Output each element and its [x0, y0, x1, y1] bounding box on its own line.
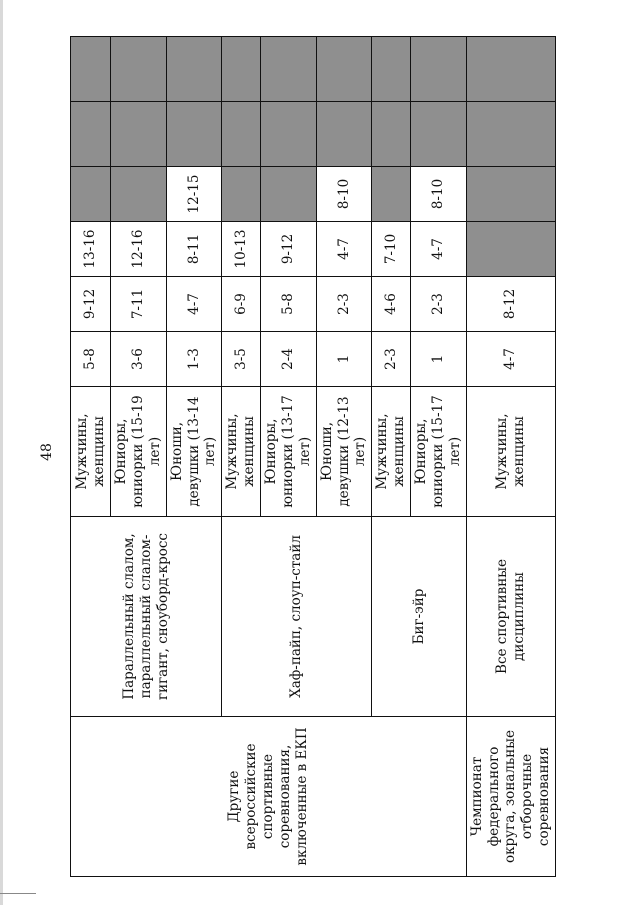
- value-cell: 5-8: [261, 277, 317, 332]
- group-cell: Мужчины, женщины: [71, 387, 111, 517]
- value-cell: 2-3: [411, 277, 467, 332]
- shaded-cell: [261, 167, 317, 222]
- value-cell: 4-7: [411, 222, 467, 277]
- shaded-cell: [111, 167, 167, 222]
- shaded-cell: [372, 102, 411, 167]
- value-cell: 4-7: [166, 277, 222, 332]
- shaded-cell: [411, 37, 467, 102]
- value-cell: 4-6: [372, 277, 411, 332]
- shaded-cell: [222, 37, 261, 102]
- group-cell: Юниоры, юниорки (15-19 лет): [111, 387, 167, 517]
- shaded-cell: [261, 102, 317, 167]
- value-cell: 10-13: [222, 222, 261, 277]
- value-cell: 2-4: [261, 332, 317, 387]
- shaded-cell: [466, 37, 555, 102]
- value-cell: 1-3: [166, 332, 222, 387]
- value-cell: 12-15: [166, 167, 222, 222]
- shaded-cell: [166, 37, 222, 102]
- ranking-table: [70, 36, 556, 877]
- group-cell: Юниоры, юниорки (13-17 лет): [261, 387, 317, 517]
- value-cell: 4-7: [466, 332, 555, 387]
- discipline-cell: Биг-эйр: [372, 517, 466, 717]
- value-cell: 7-10: [372, 222, 411, 277]
- shaded-cell: [466, 222, 555, 277]
- group-cell: Юноши, девушки (13-14 лет): [166, 387, 222, 517]
- group-cell: Юноши, девушки (12-13 лет): [316, 387, 372, 517]
- value-cell: 3-6: [111, 332, 167, 387]
- event-cell: Другие всероссийские спортивные соревнования, включенные в ЕКП: [71, 717, 467, 877]
- value-cell: 8-10: [316, 167, 372, 222]
- value-cell: 8-12: [466, 277, 555, 332]
- value-cell: 1: [411, 332, 467, 387]
- shaded-cell: [111, 102, 167, 167]
- shaded-cell: [71, 167, 111, 222]
- shaded-cell: [71, 102, 111, 167]
- group-cell: Юниоры, юниорки (15-17 лет): [411, 387, 467, 517]
- discipline-cell: Все спортивные дисциплины: [466, 517, 555, 717]
- group-cell: Мужчины, женщины: [222, 387, 261, 517]
- shaded-cell: [71, 37, 111, 102]
- value-cell: 13-16: [71, 222, 111, 277]
- table-row: [71, 37, 111, 877]
- scan-edge: [0, 0, 3, 905]
- event-cell: Чемпионат федерального округа, зональные отборочные соревнования: [466, 717, 555, 877]
- shaded-cell: [372, 167, 411, 222]
- rotated-table-container: [70, 37, 553, 877]
- value-cell: 8-11: [166, 222, 222, 277]
- shaded-cell: [222, 167, 261, 222]
- value-cell: 7-11: [111, 277, 167, 332]
- discipline-cell: Параллельный слалом, параллельный слалом-гигант, сноуборд-кросс: [71, 517, 222, 717]
- value-cell: 1: [316, 332, 372, 387]
- value-cell: 6-9: [222, 277, 261, 332]
- shaded-cell: [261, 37, 317, 102]
- value-cell: 2-3: [372, 332, 411, 387]
- shaded-cell: [166, 102, 222, 167]
- shaded-cell: [222, 102, 261, 167]
- value-cell: 9-12: [71, 277, 111, 332]
- shaded-cell: [316, 37, 372, 102]
- shaded-cell: [466, 167, 555, 222]
- value-cell: 4-7: [316, 222, 372, 277]
- group-cell: Мужчины, женщины: [466, 387, 555, 517]
- shaded-cell: [411, 102, 467, 167]
- shaded-cell: [111, 37, 167, 102]
- group-cell: Мужчины, женщины: [372, 387, 411, 517]
- table-row: [466, 37, 555, 877]
- value-cell: 2-3: [316, 277, 372, 332]
- value-cell: 9-12: [261, 222, 317, 277]
- shaded-cell: [466, 102, 555, 167]
- value-cell: 5-8: [71, 332, 111, 387]
- shaded-cell: [372, 37, 411, 102]
- value-cell: 12-16: [111, 222, 167, 277]
- value-cell: 3-5: [222, 332, 261, 387]
- value-cell: 8-10: [411, 167, 467, 222]
- discipline-cell: Хаф-пайп, слоуп-стайл: [222, 517, 372, 717]
- shaded-cell: [316, 102, 372, 167]
- page-number: 48: [38, 443, 55, 461]
- scan-mark: [0, 893, 36, 894]
